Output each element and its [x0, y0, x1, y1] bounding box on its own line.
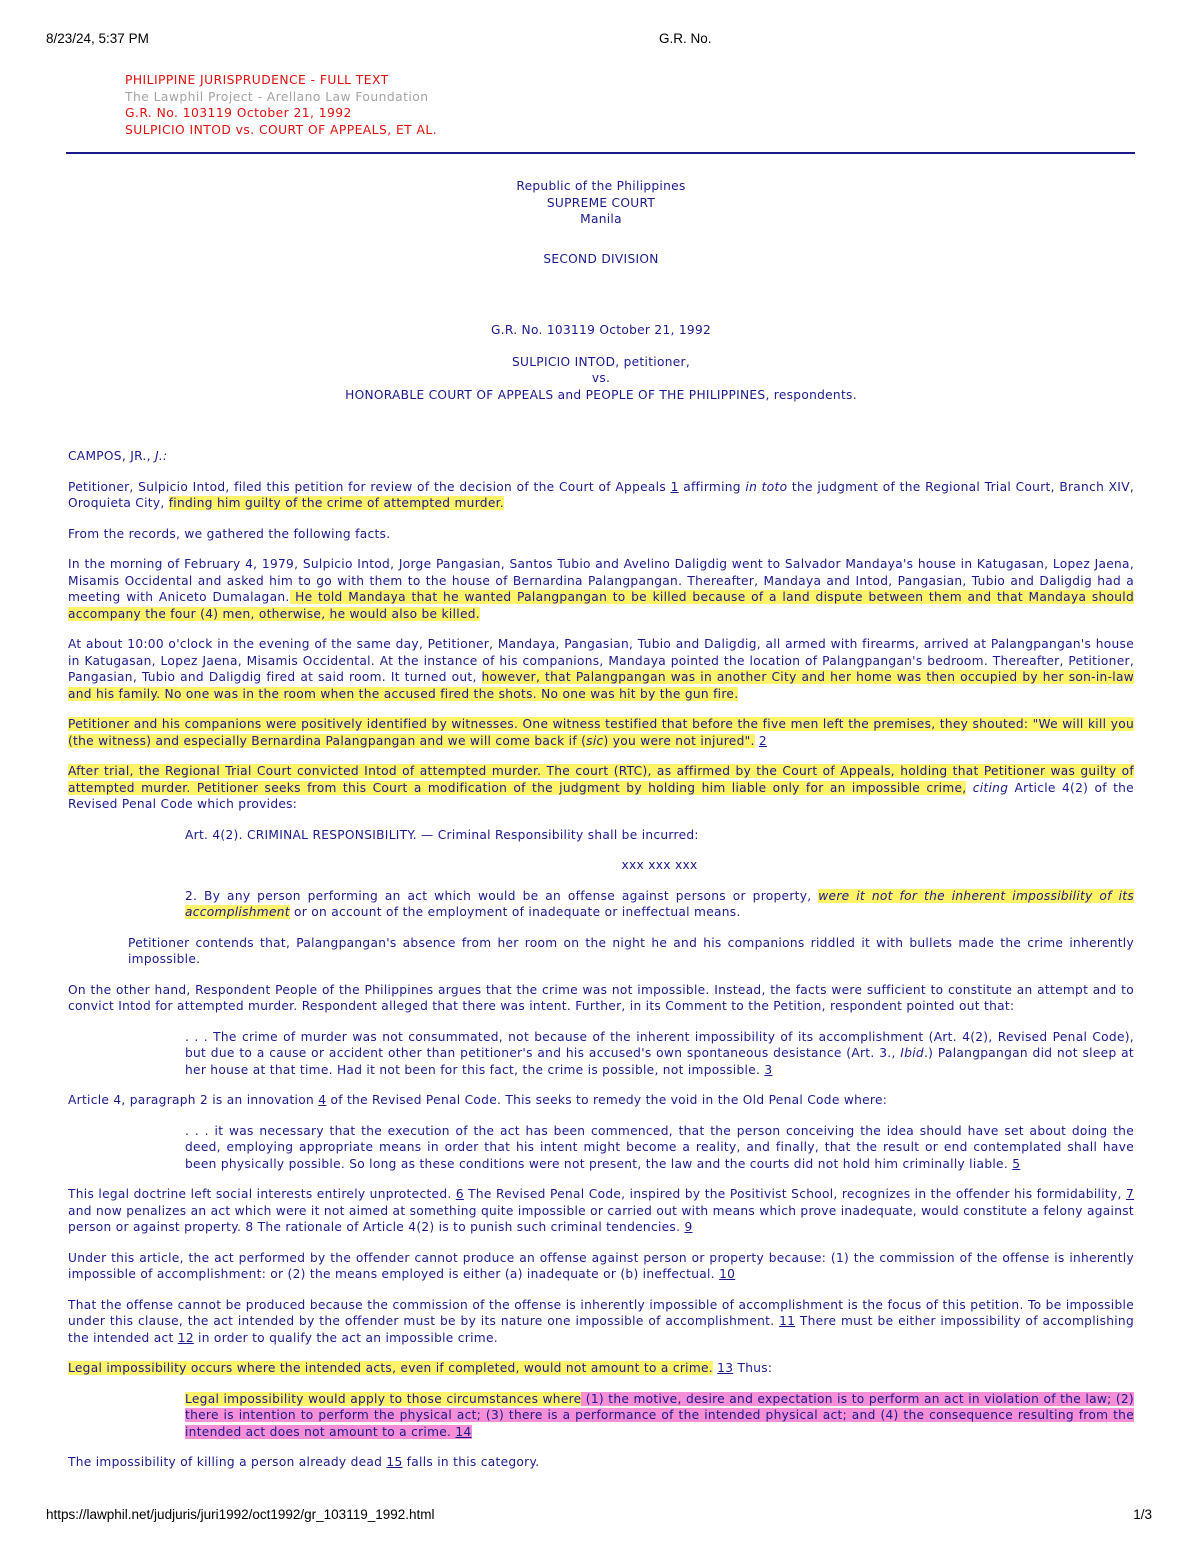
court-name: SUPREME COURT	[546, 195, 656, 210]
paragraph-12: That the offense cannot be produced because the commission of the offense is inherently impossible of accomplishment is the focus of this petition. To be impossible under this clause, the act intended by the offender must be by its nature one impossible of accomplishment. 11 There must be either impossibility of accomplishing the intended act 12 in order to qualify the act an impossible crime.	[68, 1297, 1134, 1345]
ponente: CAMPOS, JR., J.:	[68, 449, 168, 463]
decision-body	[68, 178, 1134, 1485]
quoted-old-code: . . . it was necessary that the execution of the act has been commenced, that the person conceiving the idea should have set about doing the deed, employing appropriate means in order that his intent might become a reality, and finally, that the result or end contemplated shall have been physically possible. So long as these conditions were not present, the law and the courts did not hold him criminally liable. 5	[185, 1123, 1134, 1171]
paragraph-1: Petitioner, Sulpicio Intod, filed this petition for review of the decision of the Court of Appeals 1 affirming in toto the judgment of the Regional Trial Court, Branch XIV, Oroquieta City, finding him guilty of the crime of attempted murder.	[68, 479, 1135, 510]
footnote-link-10[interactable]: 10	[719, 1267, 736, 1281]
divider-rule	[66, 152, 1135, 154]
highlight: After trial, the Regional Trial Court convicted Intod of attempted murder. The court (RTC), as affirmed by the Court of Appeals, holding that Petitioner was guilty of attempted murder. Petitioner seeks from this Court a modification of the judgment by holding him liable only for an impossible crime,	[68, 764, 1134, 795]
case-vs: vs.	[591, 371, 611, 385]
highlight: Legal impossibility occurs where the intended acts, even if completed, would not amount to a crime.	[68, 1361, 713, 1375]
paragraph-3: In the morning of February 4, 1979, Sulpicio Intod, Jorge Pangasian, Santos Tubio and Avelino Daligdig went to Salvador Mandaya's house in Katugasan, Lopez Jaena, Misamis Occidental and asked him to go with them to the house of Bernardina Palangpangan. Thereafter, Mandaya and Intod, Pangasian, Tubio and Daligdig had a meeting with Aniceto Dumalagan. He told Mandaya that he wanted Palangpangan to be killed because of a land dispute between them and that Mandaya should accompany the four (4) men, otherwise, he would also be killed.	[68, 557, 1135, 621]
highlight: He told Mandaya that he wanted Palangpangan to be killed because of a land dispute between them and that Mandaya should accompany the four (4) men, otherwise, he would also be killed.	[68, 590, 1135, 621]
court-heading	[68, 178, 1134, 267]
court-republic: Republic of the Philippines	[516, 179, 686, 193]
case-petitioner: SULPICIO INTOD, petitioner,	[511, 354, 691, 369]
paragraph-9: Article 4, paragraph 2 is an innovation 4 of the Revised Penal Code. This seeks to remedy the void in the Old Penal Code where:	[68, 1093, 888, 1107]
paragraph-7: Petitioner contends that, Palangpangan's absence from her room on the night he and his companions riddled it with bullets made the crime inherently impossible.	[128, 935, 1134, 966]
print-url: https://lawphil.net/judjuris/juri1992/oct1992/gr_103119_1992.html	[46, 1507, 435, 1522]
footnote-link-7[interactable]: 7	[1125, 1187, 1134, 1201]
footnote-link-11[interactable]: 11	[779, 1314, 796, 1328]
quoted-article-clause: 2. By any person performing an act which would be an offense against persons or property, were it not for the inherent impossibility of its accomplishment or on account of the employment of inadequate or ineffectual means.	[185, 888, 1135, 919]
footnote-link-14[interactable]: 14	[455, 1424, 472, 1439]
case-respondents: HONORABLE COURT OF APPEALS and PEOPLE OF THE PHILIPPINES, respondents.	[345, 387, 857, 402]
print-datetime: 8/23/24, 5:37 PM	[46, 31, 149, 46]
footnote-link-5[interactable]: 5	[1012, 1156, 1021, 1171]
paragraph-6: After trial, the Regional Trial Court convicted Intod of attempted murder. The court (RTC), as affirmed by the Court of Appeals, holding that Petitioner was guilty of attempted murder. Petitioner seeks from this Court a modification of the judgment by holding him liable only for an impossible crime, citing Article 4(2) of the Revised Penal Code which provides:	[68, 764, 1134, 811]
paragraph-2: From the records, we gathered the following facts.	[68, 526, 391, 541]
highlight: however, that Palangpangan was in another City and her home was then occupied by her son-in-law and his family. No one was in the room when the accused fired the shots. No one was hit by the gun fire.	[68, 670, 1134, 701]
paragraph-14: The impossibility of killing a person already dead 15 falls in this category.	[68, 1455, 540, 1469]
footnote-link-6[interactable]: 6	[455, 1187, 464, 1201]
masthead-case-number: G.R. No. 103119 October 21, 1992	[125, 106, 352, 120]
footnote-link-15[interactable]: 15	[386, 1455, 403, 1469]
print-title: G.R. No.	[659, 31, 712, 46]
highlight: finding him guilty of the crime of attempted murder.	[168, 496, 504, 510]
paragraph-4: At about 10:00 o'clock in the evening of the same day, Petitioner, Mandaya, Pangasian, Tubio and Daligdig, all armed with firearms, arrived at Palangpangan's house in Katugasan, Lopez Jaena, Misamis Occidental. At the instance of his companions, Mandaya pointed the location of Palangpangan's bedroom. Thereafter, Petitioner, Pangasian, Tubio and Daligdig fired at said room. It turned out, however, that Palangpangan was in another City and her home was then occupied by her son-in-law and his family. No one was in the room when the accused fired the shots. No one was hit by the gun fire.	[68, 637, 1134, 701]
quoted-article-title: Art. 4(2). CRIMINAL RESPONSIBILITY. — Criminal Responsibility shall be incurred:	[185, 827, 699, 842]
print-page-number: 1/3	[1133, 1507, 1152, 1522]
court-division: SECOND DIVISION	[543, 251, 659, 266]
highlight: were it not for the inherent impossibility of its accomplishment	[185, 888, 1135, 919]
highlight: Petitioner and his companions were positively identified by witnesses. One witness testified that before the five men left the premises, they shouted: "We will kill you (the witness) and especially Bernardina Palangpangan and	[68, 717, 1134, 748]
footnote-link-4[interactable]: 4	[318, 1093, 327, 1107]
footnote-link-2[interactable]: 2	[758, 733, 767, 748]
case-number: G.R. No. 103119 October 21, 1992	[490, 323, 712, 337]
court-location: Manila	[580, 212, 622, 226]
quoted-legal-impossibility	[185, 1391, 1134, 1441]
case-caption	[68, 322, 1134, 403]
paragraph-8: On the other hand, Respondent People of the Philippines argues that the crime was not impossible. Instead, the facts were sufficient to constitute an attempt and to convict Intod for attempted murder. Respondent alleged that there was intent. Further, in its Comment to the Petition, respondent pointed out that:	[68, 982, 1134, 1013]
footnote-link-1[interactable]: 1	[670, 479, 679, 494]
quoted-comment: . . . The crime of murder was not consummated, not because of the inherent impossibility of its accomplishment (Art. 4(2), Revised Penal Code), but due to a cause or accident other than petitioner's and his accused's own spontaneous desistance (Art. 3., Ibid.) Palangpangan did not sleep at her house at that time. Had it not been for this fact, the crime is possible, not impossible. 3	[185, 1029, 1135, 1077]
ellipsis-marker: xxx xxx xxx	[621, 858, 698, 872]
paragraph-10: This legal doctrine left social interests entirely unprotected. 6 The Revised Penal Code, inspired by the Positivist School, recognizes in the offender his formidability, 7 and now penalizes an act which were it not aimed at something quite impossible or carried out with means which prove inadequate, would constitute a felony against person or against property. 8 The rationale of Article 4(2) is to punish such criminal tendencies. 9	[68, 1187, 1134, 1234]
paragraph-11: Under this article, the act performed by the offender cannot produce an offense against person or property because: (1) the commission of the offense is inherently impossible of accomplishment: or (2) the means employed is either (a) inadequate or (b) ineffectual. 10	[68, 1250, 1134, 1281]
footnote-link-9[interactable]: 9	[684, 1220, 693, 1234]
masthead-project: The Lawphil Project - Arellano Law Foundation	[125, 89, 429, 104]
footnote-link-12[interactable]: 12	[177, 1330, 194, 1345]
highlight-pink: (1) the motive, desire and expectation is to perform an act in violation of the law; (2) there is intention to perform the physical act; (3) there is a performance of the intended physical act; and (4) the consequence resulting from the intended act does not amount to a crime.	[185, 1391, 1134, 1439]
paragraph-13: Legal impossibility occurs where the intended acts, even if completed, would not amount to a crime. 13 Thus:	[68, 1361, 773, 1375]
paragraph-5: Petitioner and his companions were positively identified by witnesses. One witness testified that before the five men left the premises, they shouted: "We will kill you (the witness) and especially Bernardina Palangpangan and we will come back if (sic) you were not injured". 2	[68, 717, 1134, 748]
masthead-case-title: SULPICIO INTOD vs. COURT OF APPEALS, ET AL.	[125, 122, 438, 137]
footnote-link-13[interactable]: 13	[717, 1361, 734, 1375]
footnote-link-3[interactable]: 3	[764, 1062, 773, 1077]
highlight: Legal impossibility would apply to those circumstances where	[185, 1391, 582, 1406]
masthead	[125, 72, 437, 138]
masthead-site: PHILIPPINE JURISPRUDENCE - FULL TEXT	[125, 73, 389, 87]
